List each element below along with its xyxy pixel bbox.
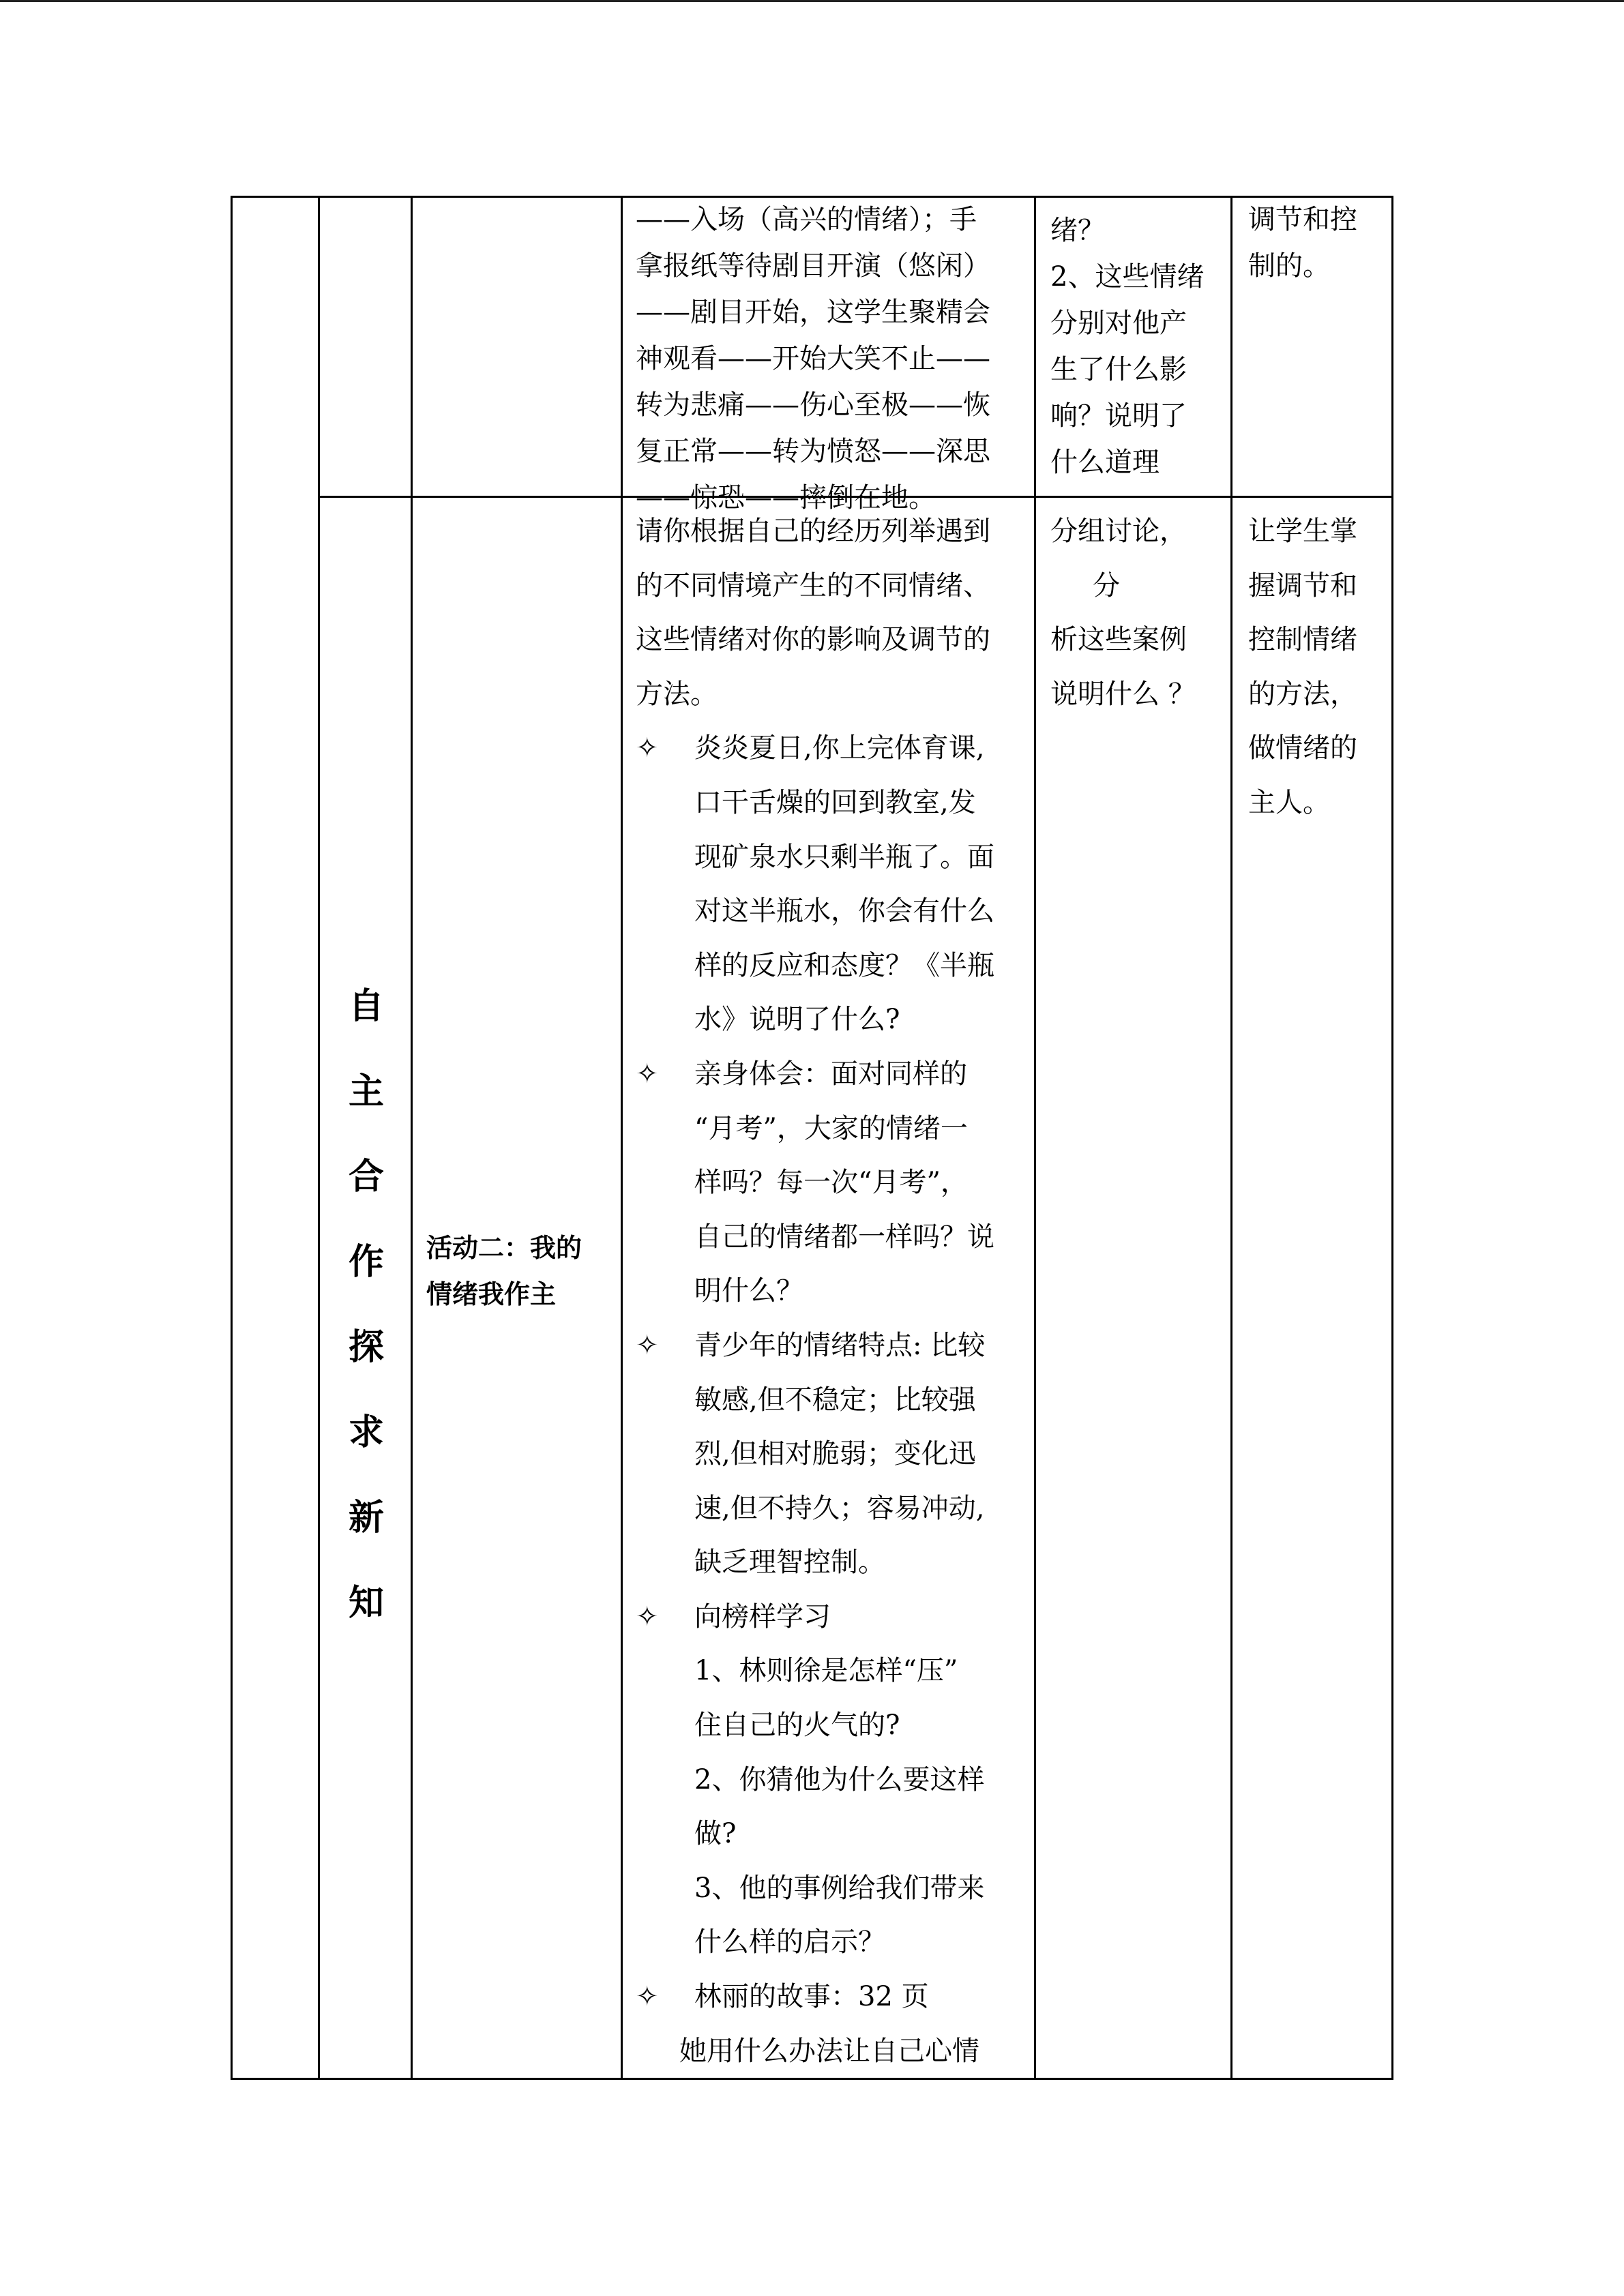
text-line: 2、这些情绪 [1050,261,1205,293]
text-line: 速,但不持久；容易冲动, [694,1492,985,1524]
text-line: 分 [1093,569,1120,601]
column-divider [318,196,320,2080]
row1-content-cell [636,196,1024,521]
section-char: 合 [348,1157,384,1197]
text-line: 分组讨论， [1050,516,1187,547]
text-line: 转为悲痛——伤心至极——恢 [636,389,990,421]
text-line: 什么样的启示？ [694,1926,885,1958]
text-line: 3、他的事例给我们带来 [694,1872,985,1904]
row2-student-cell [1050,505,1224,721]
text-line: 林丽的故事：32 页 [694,1981,929,2013]
text-line: 对这半瓶水，你会有什么 [694,895,994,927]
bullet-item [636,1970,1028,2025]
text-line: 绪？ [1050,215,1105,246]
text-line: 什么道理 [1050,447,1160,478]
bullet-item [636,1590,1028,1645]
text-line: 青少年的情绪特点: 比较 [694,1329,986,1361]
text-line: 请你根据自己的经历列举遇到 [636,516,990,547]
text-line: 制的。 [1248,250,1330,282]
diamond-bullet-icon: ✧ [636,1329,659,1361]
row1-intent-cell [1248,196,1385,289]
text-line: 响？说明了 [1050,400,1187,432]
column-divider [1230,196,1232,2080]
text-line: 明什么？ [694,1275,803,1307]
bullet-item [636,1319,1028,1590]
column-divider [411,196,413,2080]
text-line: 样的反应和态度？《半瓶 [694,949,994,981]
activity-line: 情绪我作主 [426,1279,557,1309]
text-line: 自己的情绪都一样吗？说 [694,1221,994,1253]
text-line: 拿报纸等待剧目开演（悠闲） [636,250,990,282]
text-line: 亲身体会：面对同样的 [694,1058,967,1090]
text-line: 调节和控 [1248,204,1357,235]
row1-student-cell [1050,207,1224,486]
activity-line: 活动二：我的 [426,1233,582,1263]
text-line: 现矿泉水只剩半瓶了。面 [694,841,994,873]
diamond-bullet-icon: ✧ [636,1058,659,1090]
section-label-vertical [322,964,411,1646]
text-line: 控制情绪 [1248,624,1357,656]
text-line: 做? [694,1818,737,1850]
table-left-border [231,196,233,2080]
column-divider [1034,196,1036,2080]
section-char: 知 [348,1583,384,1624]
text-line: 1、林则徐是怎样“压” [694,1655,958,1687]
text-line: 分别对他产 [1050,308,1187,339]
text-line: 她用什么办法让自己心情 [679,2035,979,2067]
text-line: 让学生掌 [1248,516,1357,547]
text-line: 2、你猜他为什么要这样 [694,1763,985,1795]
text-line: “月考”，大家的情绪一 [694,1112,968,1144]
diamond-bullet-icon: ✧ [636,732,659,764]
text-line: 烈,但相对脆弱；变化迅 [694,1438,976,1470]
text-line: ——入场（高兴的情绪）；手 [636,204,977,235]
column-divider [621,196,623,2080]
text-line: 的不同情境产生的不同情绪、 [636,569,990,601]
text-line: 神观看——开始大笑不止—— [636,343,990,374]
text-line: 这些情绪对你的影响及调节的 [636,624,990,656]
text-line: 的方法， [1248,678,1357,710]
section-char: 主 [348,1071,384,1112]
row2-content-cell [636,505,1028,2078]
section-char: 作 [348,1242,384,1283]
section-char: 新 [348,1497,384,1538]
text-line: 做情绪的 [1248,732,1357,764]
text-line: 握调节和 [1248,569,1357,601]
diamond-bullet-icon: ✧ [636,1600,659,1632]
text-line: 向榜样学习 [694,1600,831,1632]
text-line: 方法。 [636,678,718,710]
text-line: 主人。 [1248,786,1330,818]
section-char: 探 [348,1327,384,1368]
diamond-bullet-icon: ✧ [636,1981,659,2013]
section-char: 求 [348,1412,384,1453]
activity-title [426,1225,621,1317]
row2-intent-cell [1248,505,1385,831]
text-line: ——惊恐——摔倒在地。 [636,482,936,513]
table-right-border [1391,196,1393,2080]
text-line: 缺乏理智控制。 [694,1547,885,1579]
bullet-item [636,721,1028,1047]
text-line: 生了什么影 [1050,354,1187,385]
text-line: 炎炎夏日,你上完体育课, [694,732,985,764]
text-line: 住自己的火气的? [694,1710,900,1742]
text-line: 说明什么 ？ [1050,678,1196,710]
question-list [636,1644,1028,1970]
text-line: 水》说明了什么? [694,1004,900,1036]
text-line: 样吗？每一次“月考”， [694,1167,968,1199]
text-line: 复正常——转为愤怒——深思 [636,436,990,467]
text-line: 口干舌燥的回到教室,发 [694,786,976,818]
section-char: 自 [348,986,384,1027]
text-line: ——剧目开始，这学生聚精会 [636,297,990,328]
bullet-item [636,1047,1028,1319]
text-line: 析这些案例 [1050,624,1187,656]
text-line: 敏感,但不稳定；比较强 [694,1384,976,1416]
